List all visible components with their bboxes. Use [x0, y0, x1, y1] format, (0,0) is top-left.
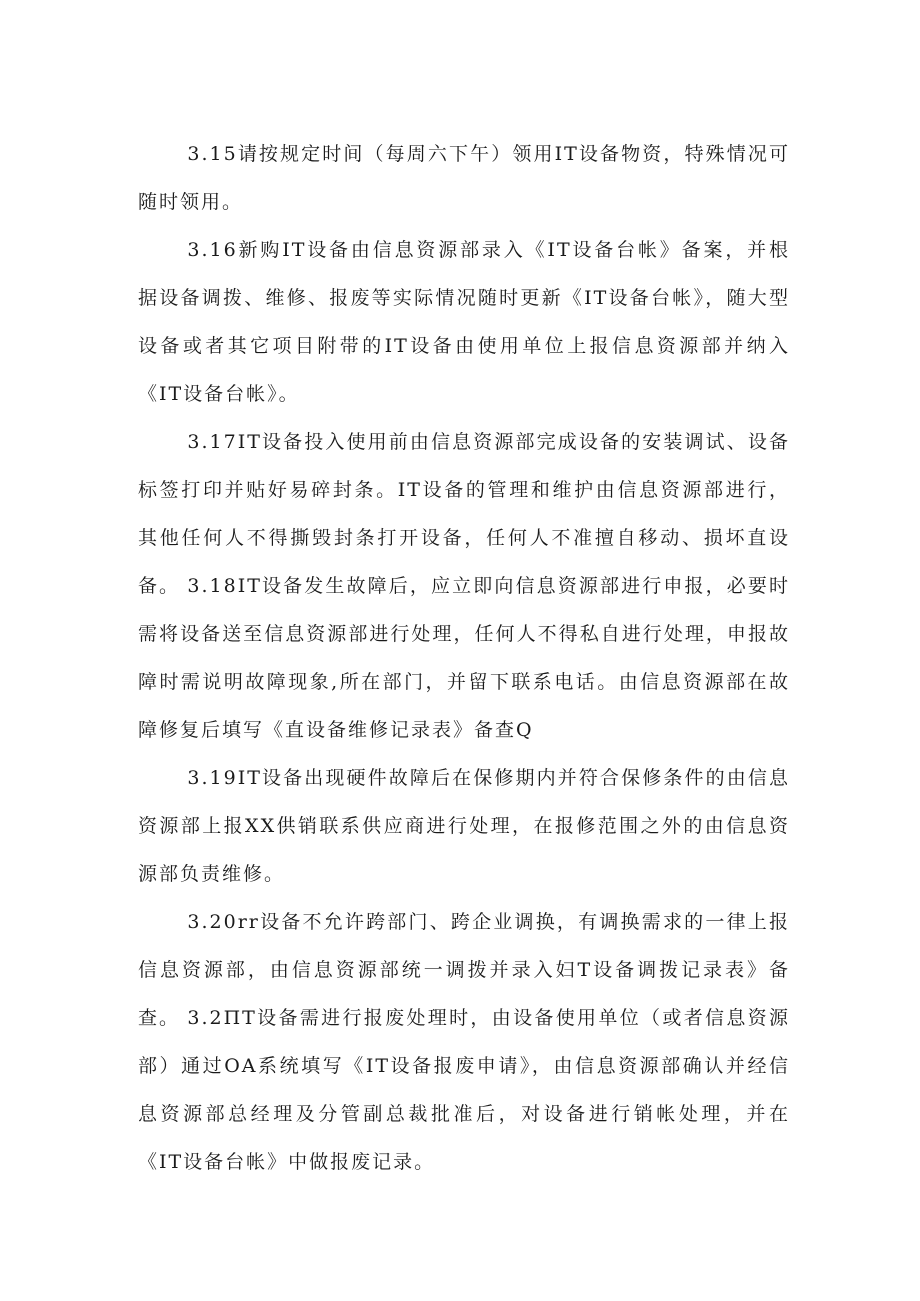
paragraph-3-20: 3.20rr设备不允许跨部门、跨企业调换，有调换需求的一律上报信息资源部，由信息资源部统一调拨并录入妇T设备调拨记录表》备查。	[138, 911, 790, 1029]
paragraph-3-18: 3.18IT设备发生故障后，应立即向信息资源部进行申报，必要时需将设备送至信息资源部进行处理，任何人不得私自进行处理，申报故障时需说明故障现象,所在部门，并留下联系电话。由信息资源部在故障修复后填写《直设备维修记录表》备查Q	[138, 575, 790, 741]
paragraph-3-17: 3.17IT设备投入使用前由信息资源部完成设备的安装调试、设备标签打印并贴好易碎封条。IT设备的管理和维护由信息资源部进行，其他任何人不得撕毁封条打开设备，任何人不准擅自移动、损坏直设备。	[138, 431, 790, 597]
paragraph-3-15: 3.15请按规定时间（每周六下午）领用IT设备物资，特殊情况可随时领用。	[138, 143, 790, 213]
paragraph-3-16: 3.16新购IT设备由信息资源部录入《IT设备台帐》备案，并根据设备调拨、维修、报废等实际情况随时更新《IT设备台帐》，随大型设备或者其它项目附带的IT设备由使用单位上报信息资源部并纳入《IT设备台帐》。	[138, 239, 790, 405]
paragraph-3-21: 3.2ΠT设备需进行报废处理时，由设备使用单位（或者信息资源部）通过OA系统填写《IT设备报废申请》，由信息资源部确认并经信息资源部总经理及分管副总裁批准后，对设备进行销帐处理，并在《IT设备台帐》中做报废记录。	[138, 1007, 790, 1173]
paragraph-3-19: 3.19IT设备出现硬件故障后在保修期内并符合保修条件的由信息资源部上报XX供销联系供应商进行处理，在报修范围之外的由信息资源部负责维修。	[138, 767, 790, 885]
